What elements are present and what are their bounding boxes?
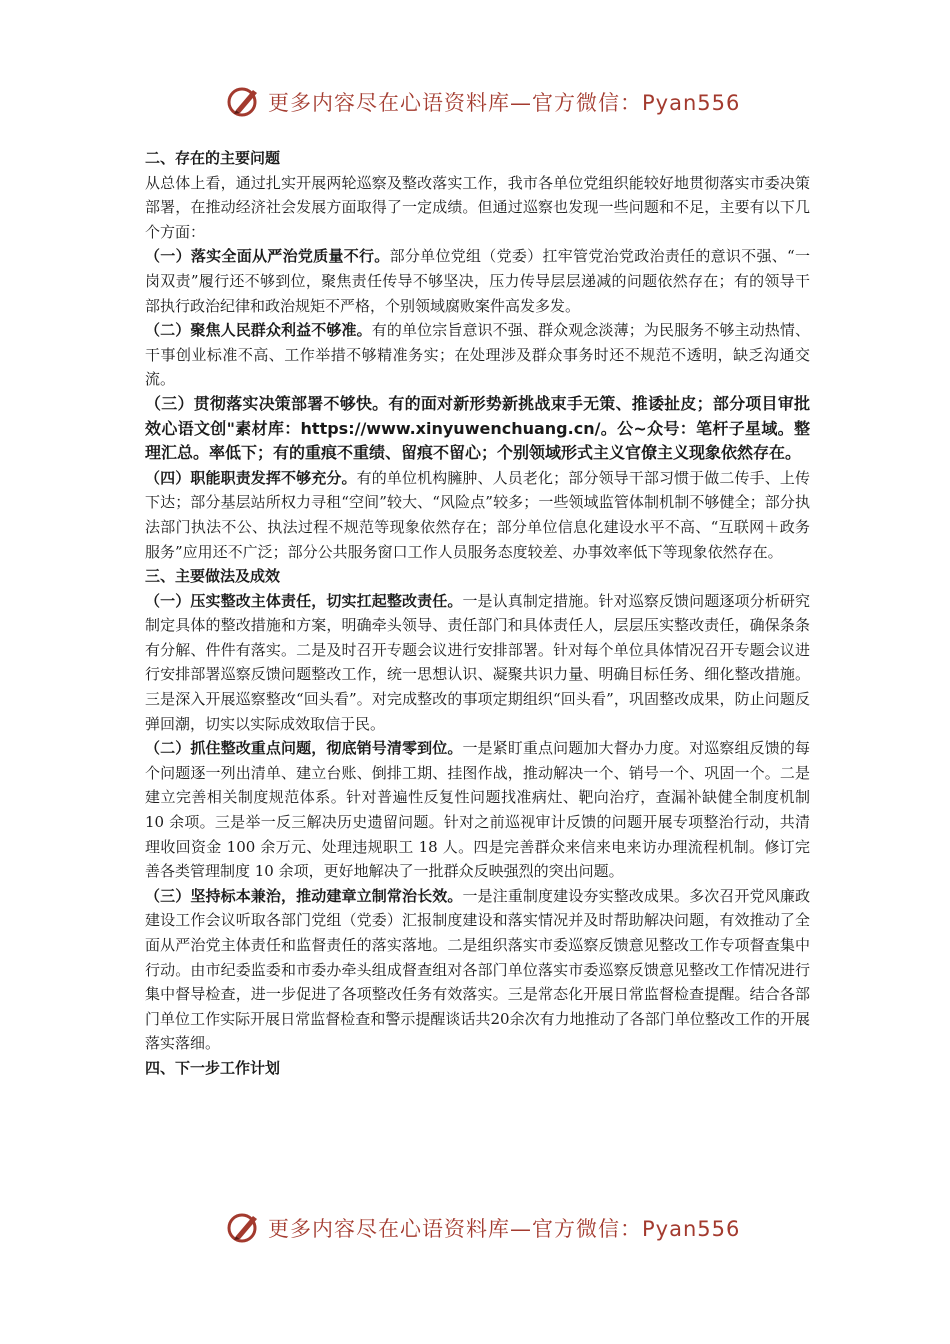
measure-3: [145, 884, 810, 1056]
measure-2: [145, 736, 810, 884]
problem-4: [145, 466, 810, 564]
measure-3-text: 一是注重制度建设夯实整改成果。多次召开党风廉政建设工作会议听取各部门党组（党委）汇报制度建设和落实情况并及时帮助解决问题，有效推动了全面从严治党主体责任和监督责任的落实落地。二是组织落实市委巡察反馈意见整改工作专项督查集中行动。由市纪委监委和市委办牵头组成督查组对各部门单位落实市委巡察反馈意见整改工作情况进行集中督导检查，进一步促进了各项整改任务有效落实。三是常态化开展日常监督检查提醒。结合各部门单位工作实际开展日常监督检查和警示提醒谈话共20余次有力地推动了各部门单位整改工作的开展落实落细。: [145, 886, 810, 1053]
problem-2-text: 有的单位宗旨意识不强、群众观念淡薄；为民服务不够主动热情、干事创业标准不高、工作举措不够精准务实；在处理涉及群众事务时还不规范不透明，缺乏沟通交流。: [145, 321, 810, 389]
pen-logo-icon: [226, 1210, 262, 1246]
measure-2-lead: （二）抓住整改重点问题，彻底销号清零到位。: [145, 739, 463, 758]
problem-1-lead: （一）落实全面从严治党质量不行。: [145, 247, 390, 266]
section-2-title: 二、存在的主要问题: [145, 149, 281, 167]
document-body: [145, 146, 810, 1081]
problem-3-text: 有的面对新形势新挑战束手无策、推诿扯皮；部分项目审批效心语文创"素材库：https://www.xinyuwenchuang.cn/。公~众号：笔杆子星域。整理汇总。率低下；有的重痕不重绩、留痕不留心；个别领域形式主义官僚主义现象依然存在。: [145, 393, 810, 463]
section-2-intro: 从总体上看，通过扎实开展两轮巡察及整改落实工作，我市各单位党组织能较好地贯彻落实市委决策部署，在推动经济社会发展方面取得了一定成绩。但通过巡察也发现一些问题和不足，主要有以下几个方面：: [145, 173, 810, 241]
pen-logo-icon: [226, 84, 262, 120]
section-4-title: 四、下一步工作计划: [145, 1058, 281, 1077]
problem-3: [145, 392, 810, 466]
measure-1-text: 一是认真制定措施。针对巡察反馈问题逐项分析研究制定具体的整改措施和方案，明确牵头领导、责任部门和具体责任人，层层压实整改责任，确保条条有分解、件件有落实。二是及时召开专题会议进行安排部署。针对每个单位具体情况召开专题会议进行安排部署巡察反馈问题整改工作，统一思想认识、凝聚共识力量、明确目标任务、细化整改措施。三是深入开展巡察整改“回头看”。对完成整改的事项定期组织“回头看”，巩固整改成果，防止问题反弹回潮，切实以实际成效取信于民。: [145, 591, 810, 733]
problem-4-text: 有的单位机构臃肿、人员老化；部分领导干部习惯于做二传手、上传下达；部分基层站所权力寻租“空间”较大、“风险点”较多；一些领域监管体制机制不够健全；部分执法部门执法不公、执法过程不规范等现象依然存在；部分单位信息化建设水平不高、“互联网＋政务服务”应用还不广泛；部分公共服务窗口工作人员服务态度较差、办事效率低下等现象依然存在。: [145, 468, 810, 561]
section-3-title: 三、主要做法及成效: [145, 567, 281, 586]
watermark-text: 更多内容尽在心语资料库—官方微信：Pyan556: [268, 91, 741, 115]
problem-2-lead: （二）聚焦人民群众利益不够准。: [145, 321, 372, 340]
measure-1-lead: （一）压实整改主体责任，切实扛起整改责任。: [145, 591, 463, 610]
watermark-text: 更多内容尽在心语资料库—官方微信：Pyan556: [268, 1217, 741, 1241]
watermark-header: [226, 82, 741, 122]
problem-2: [145, 318, 810, 392]
watermark-footer: [226, 1208, 741, 1248]
problem-3-lead: （三）贯彻落实决策部署不够快。: [145, 393, 389, 413]
measure-2-text: 一是紧盯重点问题加大督办力度。对巡察组反馈的每个问题逐一列出清单、建立台账、倒排工期、挂图作战，推动解决一个、销号一个、巩固一个。二是建立完善相关制度规范体系。针对普遍性反复性问题找准病灶、靶向治疗，查漏补缺健全制度机制 10 余项。三是举一反三解决历史遗留问题。针对之前巡视审计反馈的问题开展专项整治行动，共清理收回资金 100 余万元、处理违规职工 18 人。四是完善群众来信来电来访办理流程机制。修订完善各类管理制度 10 余项，更好地解决了一批群众反映强烈的突出问题。: [145, 739, 810, 881]
problem-1: [145, 244, 810, 318]
problem-4-lead: （四）职能职责发挥不够充分。: [145, 468, 357, 487]
measure-1: [145, 589, 810, 737]
problem-1-text: 部分单位党组（党委）扛牢管党治党政治责任的意识不强、“一岗双责”履行还不够到位，聚焦责任传导不够坚决，压力传导层层递减的问题依然存在；有的领导干部执行政治纪律和政治规矩不严格，个别领域腐败案件高发多发。: [145, 247, 810, 315]
measure-3-lead: （三）坚持标本兼治，推动建章立制常治长效。: [145, 886, 463, 905]
